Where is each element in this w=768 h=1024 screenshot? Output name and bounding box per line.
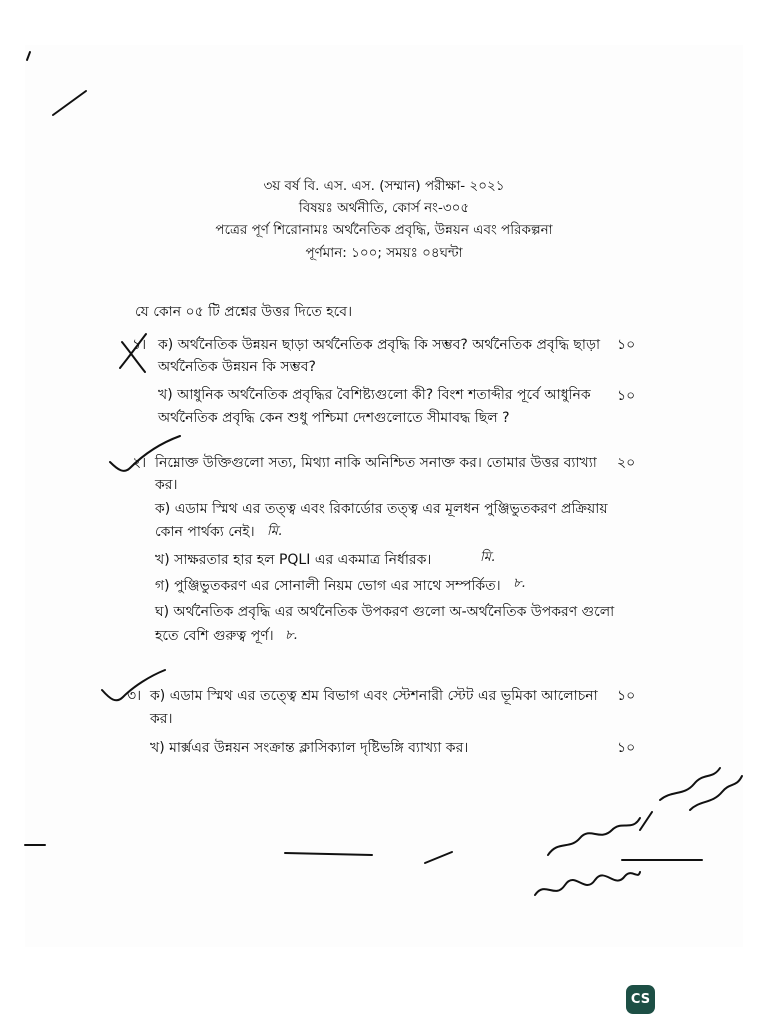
- q1-a-marks: ১০: [617, 337, 636, 353]
- pen-stroke-top: [53, 91, 86, 115]
- q1-b-marks: ১০: [617, 388, 636, 404]
- exam-marks-time: পূর্ণমান: ১০০; সময়ঃ ০৪ঘন্টা: [305, 245, 463, 261]
- signature-scribble-2: [660, 768, 742, 810]
- q1-b-line1: খ) আধুনিক অর্থনৈতিক প্রবৃদ্ধির বৈশিষ্ট্যগুলো কী? বিংশ শতাব্দীর পূর্বে আধুনিক: [158, 387, 591, 403]
- q2-c: গ) পুঞ্জিভুতকরণ এর সোনালী নিয়ম ভোগ এর সাথে সম্পর্কিত।: [155, 578, 501, 594]
- q3-number: ৩।: [127, 688, 142, 704]
- handwritten-mark-a: মি.: [267, 524, 283, 539]
- exam-title: ৩য় বর্ষ বি. এস. এস. (সম্মান) পরীক্ষা- ২০২১: [263, 178, 505, 194]
- q1-a-line1: ক) অর্থনৈতিক উন্নয়ন ছাড়া অর্থনৈতিক প্রবৃদ্ধি কি সম্ভব? অর্থনৈতিক প্রবৃদ্ধি ছাড়া: [158, 337, 601, 353]
- tick-mark-q3: [102, 670, 165, 700]
- q2-intro-line1: নিম্নোক্ত উক্তিগুলো সত্য, মিথ্যা নাকি অনিশ্চিত সনাক্ত কর। তোমার উত্তর ব্যাখ্যা: [155, 455, 597, 471]
- tick-mark-q2: [110, 436, 180, 471]
- q2-a-line1: ক) এডাম স্মিথ এর তত্ত্ব এবং রিকার্ডোর তত্ত্ব এর মূলধন পুঞ্জিভুতকরণ প্রক্রিয়ায়: [155, 501, 608, 517]
- underline-2: [425, 852, 452, 863]
- q2-marks: ২০: [617, 455, 636, 471]
- q1-a-line2: অর্থনৈতিক উন্নয়ন কি সম্ভব?: [158, 359, 316, 375]
- q3-a-line1: ক) এডাম স্মিথ এর তত্ত্বে শ্রম বিভাগ এবং স্টেশনারী স্টেট এর ভূমিকা আলোচনা: [150, 688, 598, 704]
- q2-a-line2: কোন পার্থক্য নেই।: [155, 524, 255, 540]
- q2-b: খ) সাক্ষরতার হার হল PQLI এর একমাত্র নির্ধারক।: [155, 552, 432, 568]
- exam-paper-title: পত্রের পূর্ণ শিরোনামঃ অর্থনৈতিক প্রবৃদ্ধি, উন্নয়ন এবং পরিকল্পনা: [215, 222, 553, 238]
- handwritten-mark-b: মি.: [480, 550, 496, 565]
- handwritten-mark-d: ৮.: [285, 628, 298, 643]
- q3-b-marks: ১০: [617, 740, 636, 756]
- q1-number: ১।: [132, 337, 147, 353]
- underline-1: [285, 853, 372, 855]
- cross-mark-q1: [120, 334, 146, 372]
- signature-scribble-3: [535, 872, 640, 895]
- q2-d-line1: ঘ) অর্থনৈতিক প্রবৃদ্ধি এর অর্থনৈতিক উপকরণ গুলো অ-অর্থনৈতিক উপকরণ গুলো: [155, 604, 615, 620]
- instruction: যে কোন ০৫ টি প্রশ্নের উত্তর দিতে হবে।: [135, 304, 353, 320]
- q2-d-line2: হতে বেশি গুরুত্ব পূর্ণ।: [155, 628, 274, 644]
- q2-intro-line2: কর।: [155, 477, 178, 493]
- q1-b-line2: অর্থনৈতিক প্রবৃদ্ধি কেন শুধু পশ্চিমা দেশগুলোতে সীমাবদ্ধ ছিল ?: [158, 410, 510, 426]
- camscanner-logo-badge: CS: [626, 985, 655, 1014]
- handwritten-mark-c: ৮.: [513, 576, 526, 591]
- pen-stroke-corner: [27, 52, 30, 60]
- q3-a-line2: কর।: [150, 711, 173, 727]
- q3-a-marks: ১০: [617, 688, 636, 704]
- q3-b: খ) মার্ক্সএর উন্নয়ন সংক্রান্ত ক্লাসিক্যাল দৃষ্টিভঙ্গি ব্যাখ্যা কর।: [150, 740, 469, 756]
- signature-scribble-1: [548, 812, 652, 855]
- exam-subject: বিষয়ঃ অর্থনীতি, কোর্স নং-৩০৫: [298, 200, 470, 216]
- q2-number: ২।: [132, 455, 147, 471]
